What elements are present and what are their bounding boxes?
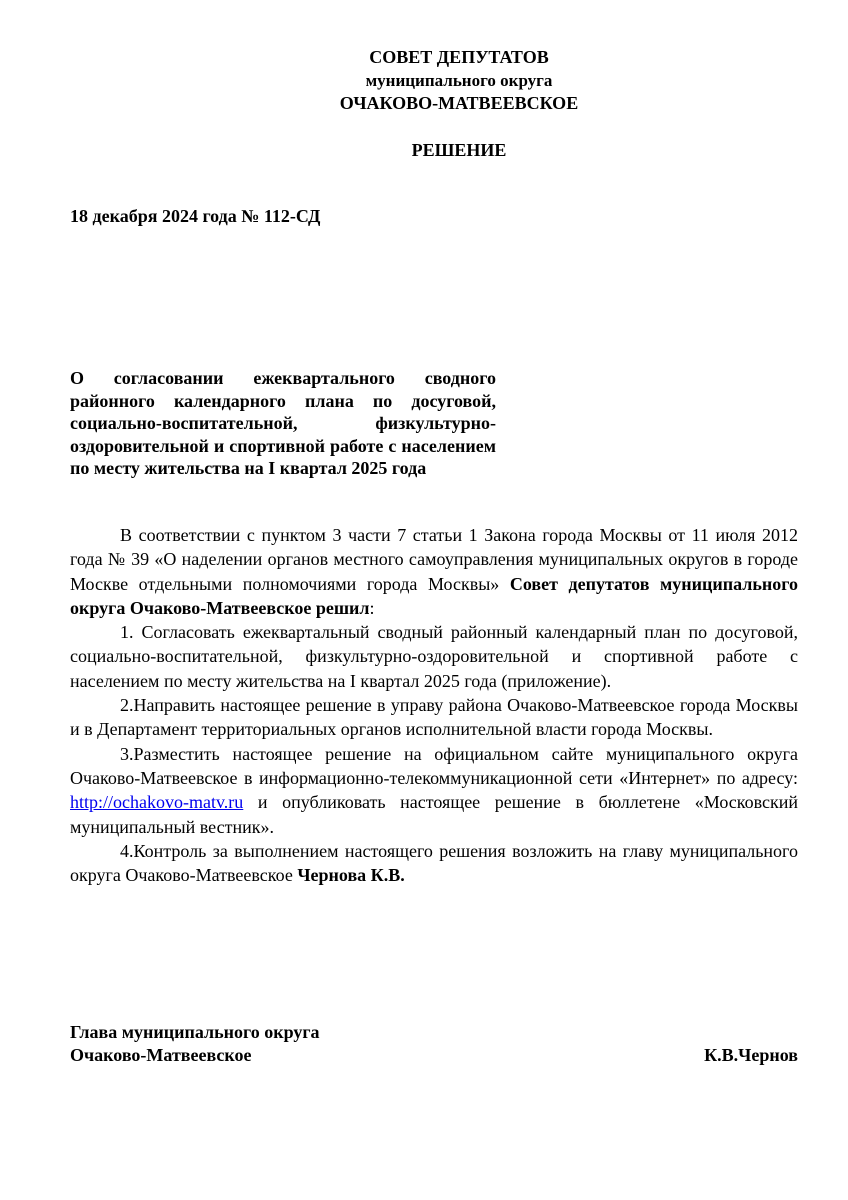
district-subtitle: муниципального округа	[365, 71, 553, 90]
item-4-paragraph	[70, 839, 798, 888]
item-3-text-before: 3.Разместить настоящее решение на официальном сайте муниципального округа Очаково-Матвеевское в информационно-телекоммуникационной сети «Интернет» по адресу:	[70, 743, 798, 788]
decision-body	[70, 523, 798, 887]
council-title: СОВЕТ ДЕПУТАТОВ	[369, 47, 549, 67]
decision-date-number: 18 декабря 2024 года № 112-СД	[70, 206, 321, 226]
website-link[interactable]: http://ochakovo-matv.ru	[70, 792, 244, 813]
district-name: ОЧАКОВО-МАТВЕЕВСКОЕ	[339, 93, 579, 113]
item-3-text-after: и опубликовать настоящее решение в бюллетене «Московский муниципальный вестник».	[70, 792, 798, 837]
signature-title-line-1: Глава муниципального округа	[70, 1022, 320, 1042]
decision-subject: О согласовании ежеквартального сводного районного календарного плана по досуговой, социально-воспитательной, физкультурно-оздоровительной и спортивной работе с населением по месту жительства на I квартал 2025 года	[70, 368, 496, 478]
item-3-paragraph	[70, 742, 798, 839]
decision-heading: РЕШЕНИЕ	[411, 140, 507, 160]
item-2-paragraph: 2.Направить настоящее решение в управу района Очаково-Матвеевское города Москвы и в Департамент территориальных органов исполнительной власти города Москвы.	[70, 695, 798, 740]
signature-name: К.В.Чернов	[704, 1045, 798, 1065]
intro-text: В соответствии с пунктом 3 части 7 статьи 1 Закона города Москвы от 11 июля 2012 года № 39 «О наделении органов местного самоуправления муниципальных округов в городе Москве отдельными полномочиями города Москвы»	[70, 525, 798, 594]
signature-title	[70, 1021, 320, 1067]
signature-title-line-2: Очаково-Матвеевское	[70, 1045, 252, 1065]
item-4-text: 4.Контроль за выполнением настоящего решения возложить на главу муниципального округа Очаково-Матвеевское	[70, 840, 798, 886]
item-1-paragraph: 1. Согласовать ежеквартальный сводный районный календарный план по досуговой, социально-воспитательной, физкультурно-оздоровительной и спортивной работе с населением по месту жительства на I квартал 2025 года (приложение).	[70, 622, 798, 691]
intro-resolved: Совет депутатов муниципального округа Очаково-Матвеевское решил	[70, 573, 798, 618]
intro-paragraph	[70, 523, 798, 620]
intro-colon: :	[369, 597, 375, 618]
item-4-responsible-name: Чернова К.В.	[297, 865, 405, 886]
